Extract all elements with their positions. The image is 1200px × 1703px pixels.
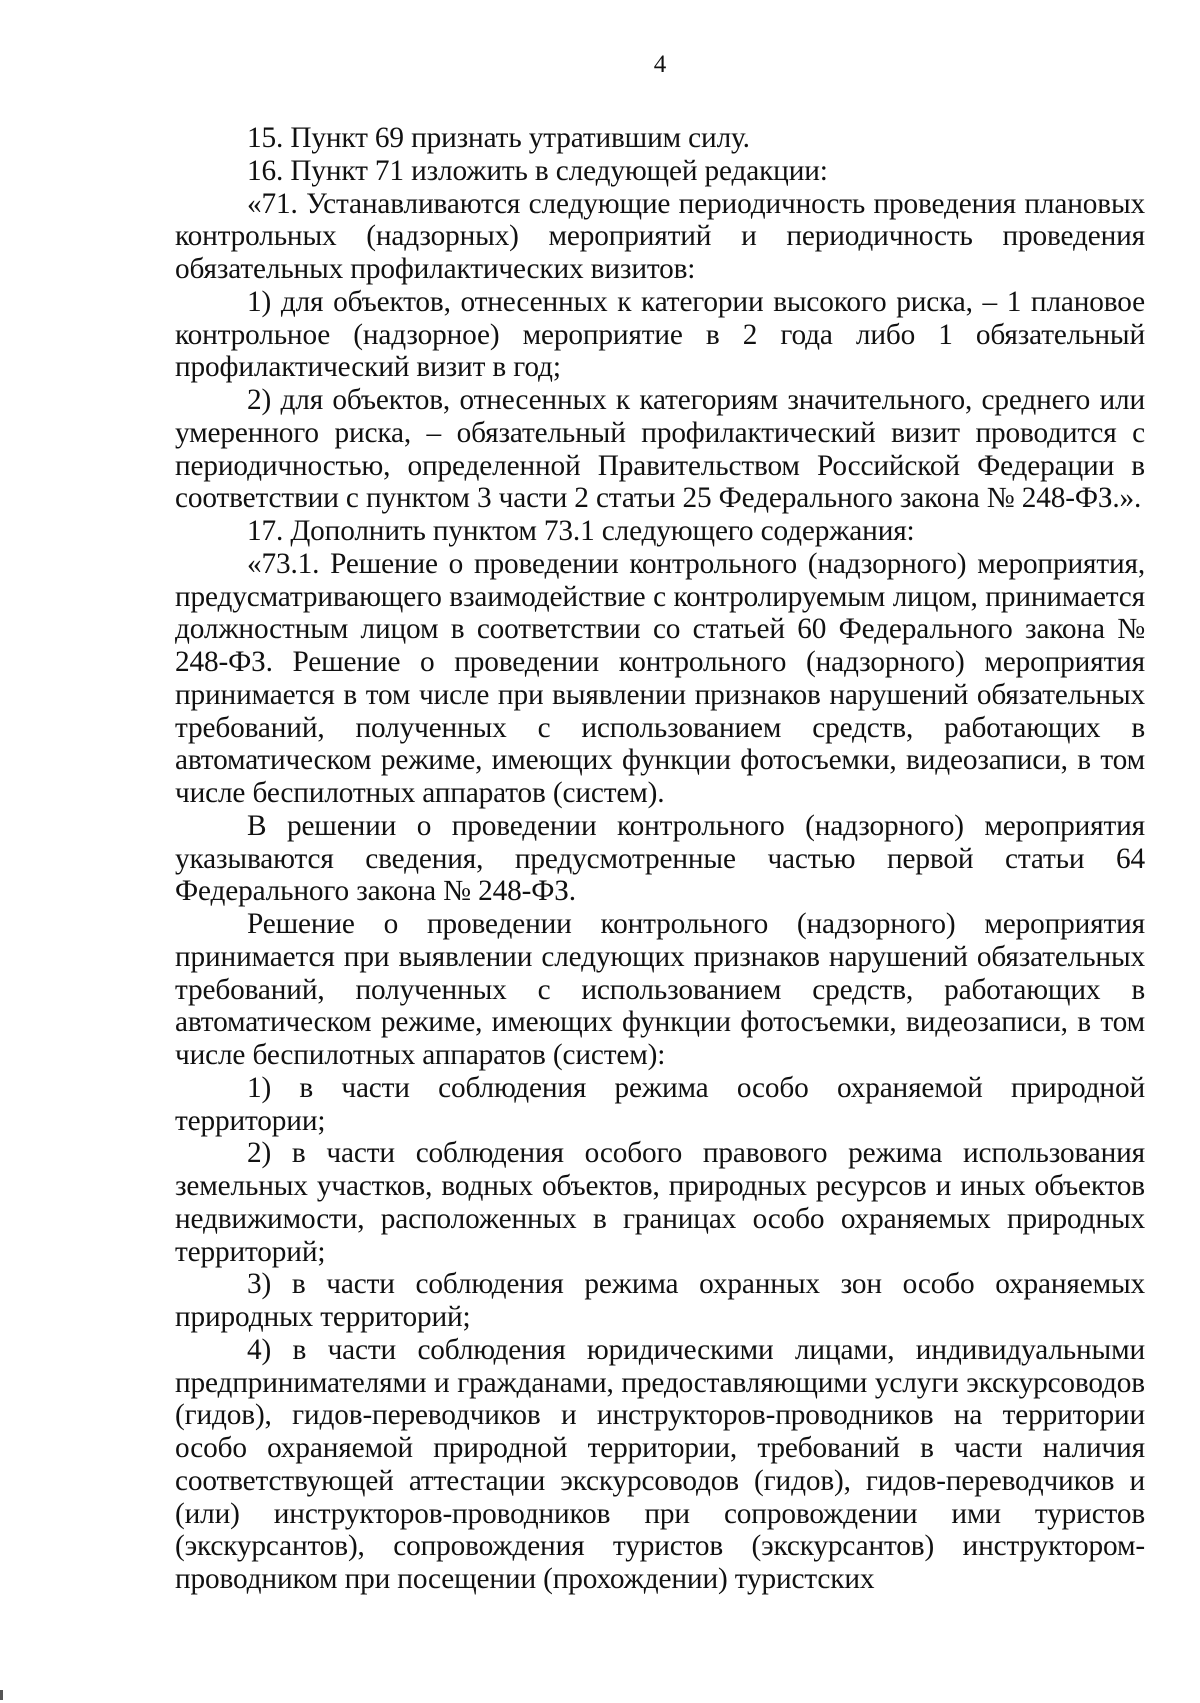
- signs-list-item-2: 2) в части соблюдения особого правового режима использования земельных участков, водных объектов, природных ресурсов и иных объектов недвижимости, расположенных в границах особо охраняемых природных территорий;: [175, 1137, 1145, 1268]
- document-body: [175, 122, 1145, 1596]
- decision-signs-paragraph: Решение о проведении контрольного (надзорного) мероприятия принимается при выявлении следующих признаков нарушений обязательных требований, полученных с использованием средств, работающих в автоматическом режиме, имеющих функции фотосъемки, видеозаписи, в том числе беспилотных аппаратов (систем):: [175, 908, 1145, 1071]
- quoted-clause-71: «71. Устанавливаются следующие периодичность проведения плановых контрольных (надзорных) мероприятий и периодичность проведения обязательных профилактических визитов:: [175, 187, 1145, 285]
- clause-71-subitem-1: 1) для объектов, отнесенных к категории высокого риска, – 1 плановое контрольное (надзорное) мероприятие в 2 года либо 1 обязательный профилактический визит в год;: [175, 285, 1145, 384]
- page-number: 4: [653, 51, 667, 78]
- paragraph-item-16: 16. Пункт 71 изложить в следующей редакции:: [247, 154, 828, 187]
- signs-list-item-4: 4) в части соблюдения юридическими лицами, индивидуальными предпринимателями и гражданами, предоставляющими услуги экскурсоводов (гидов), гидов-переводчиков и инструкторов-проводников на территории особо охраняемой природной территории, требований в части наличия соответствующей аттестации экскурсоводов (гидов), гидов-переводчиков и (или) инструкторов-проводников при сопровождении ими туристов (экскурсантов), сопровождения туристов (экскурсантов) инструктором-проводником при посещении (прохождении) туристских: [175, 1333, 1145, 1595]
- quoted-clause-73-1: «73.1. Решение о проведении контрольного (надзорного) мероприятия, предусматривающего взаимодействие с контролируемым лицом, принимается должностным лицом в соответствии со статьей 60 Федерального закона № 248-ФЗ. Решение о проведении контрольного (надзорного) мероприятия принимается в том числе при выявлении признаков нарушений обязательных требований, полученных с использованием средств, работающих в автоматическом режиме, имеющих функции фотосъемки, видеозаписи, в том числе беспилотных аппаратов (систем).: [175, 547, 1145, 809]
- signs-list-item-1: 1) в части соблюдения режима особо охраняемой природной территории;: [175, 1071, 1145, 1137]
- paragraph-item-15: 15. Пункт 69 признать утратившим силу.: [247, 122, 750, 154]
- clause-71-subitem-2: 2) для объектов, отнесенных к категориям значительного, среднего или умеренного риска, – обязательный профилактический визит проводится с периодичностью, определенной Правительством Российской Федерации в соответствии с пунктом 3 части 2 статьи 25 Федерального закона № 248-ФЗ.».: [175, 384, 1145, 515]
- scan-edge-mark: [0, 1690, 3, 1700]
- decision-details-paragraph: В решении о проведении контрольного (надзорного) мероприятия указываются сведения, предусмотренные частью первой статьи 64 Федерального закона № 248-ФЗ.: [175, 809, 1145, 908]
- paragraph-item-17: 17. Дополнить пунктом 73.1 следующего содержания:: [247, 515, 915, 547]
- signs-list-item-3: 3) в части соблюдения режима охранных зон особо охраняемых природных территорий;: [175, 1268, 1145, 1333]
